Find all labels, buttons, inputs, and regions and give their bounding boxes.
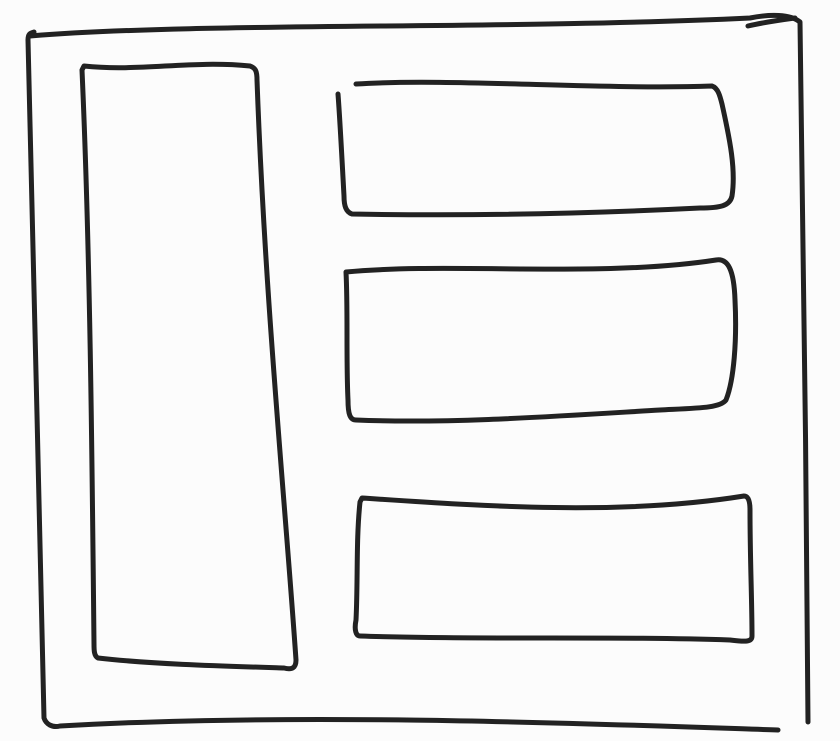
left-sidebar-panel — [82, 64, 296, 668]
content-block-3 — [355, 496, 752, 641]
content-block-2 — [346, 260, 736, 421]
content-block-1 — [338, 82, 733, 214]
outer-frame — [28, 15, 808, 730]
